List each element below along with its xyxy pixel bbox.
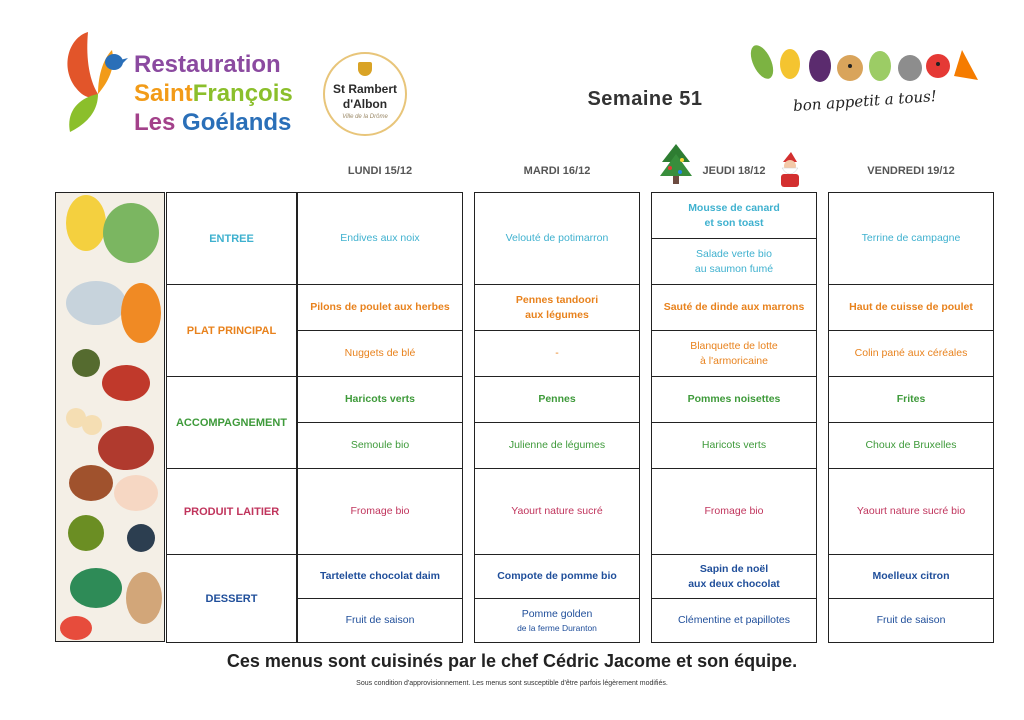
column-header-lundi: LUNDI 15/12 <box>347 165 413 177</box>
week-title: Semaine 51 <box>587 88 703 110</box>
seal-line1: St Rambert <box>332 82 397 96</box>
logo-line-restauration: Restauration <box>134 51 281 78</box>
category-entree: ENTREE <box>166 192 297 285</box>
menu-cell: Haricots verts <box>297 376 463 423</box>
menu-cell: Pilons de poulet aux herbes <box>297 284 463 331</box>
menu-cell: Blanquette de lotte à l'armoricaine <box>651 330 817 377</box>
category-accompagnement: ACCOMPAGNEMENT <box>166 376 297 469</box>
menu-cell: Semoule bio <box>297 422 463 469</box>
disclaimer-note: Sous condition d'approvisionnement. Les menus sont susceptible d'être parfois légèrement modifiés. <box>356 680 668 687</box>
logo-line-goelands: Les Goélands <box>134 109 292 136</box>
menu-cell: Sapin de noël aux deux chocolat <box>651 554 817 599</box>
food-illustration <box>56 193 165 642</box>
menu-cell: Fruit de saison <box>297 598 463 643</box>
restaurant-logo <box>58 28 298 138</box>
column-header-mardi: MARDI 16/12 <box>523 165 591 177</box>
menu-cell: Pennes <box>474 376 640 423</box>
chef-footer: Ces menus sont cuisinés par le chef Cédric Jacome et son équipe. <box>226 651 798 671</box>
st-rambert-seal <box>323 52 407 136</box>
category-plat-principal: PLAT PRINCIPAL <box>166 284 297 377</box>
category-produit-laitier: PRODUIT LAITIER <box>166 468 297 555</box>
menu-cell: Pennes tandoori aux légumes <box>474 284 640 331</box>
menu-cell: Velouté de potimarron <box>474 192 640 285</box>
menu-cell: Compote de pomme bio <box>474 554 640 599</box>
menu-cell: Tartelette chocolat daim <box>297 554 463 599</box>
bon-appetit-slogan: bon appetit a tous! <box>792 87 938 115</box>
hummingbird-logo-icon <box>58 28 128 134</box>
menu-cell: Sauté de dinde aux marrons <box>651 284 817 331</box>
santa-icon <box>777 150 803 188</box>
menu-cell: Colin pané aux céréales <box>828 330 994 377</box>
menu-cell: Yaourt nature sucré bio <box>828 468 994 555</box>
food-photo <box>55 192 165 642</box>
christmas-tree-icon <box>658 142 694 188</box>
menu-item-origin: de la ferme Duranton <box>517 623 597 633</box>
menu-cell <box>474 598 640 643</box>
menu-cell: Terrine de campagne <box>828 192 994 285</box>
seal-line2: d'Albon <box>342 97 388 111</box>
menu-cell: Fromage bio <box>651 468 817 555</box>
menu-cell: Fruit de saison <box>828 598 994 643</box>
menu-cell: Fromage bio <box>297 468 463 555</box>
menu-cell: Mousse de canard et son toast <box>651 192 817 239</box>
menu-cell: Haricots verts <box>651 422 817 469</box>
menu-cell: Clémentine et papillotes <box>651 598 817 643</box>
vegetable-characters-icon <box>748 36 984 88</box>
menu-cell: Nuggets de blé <box>297 330 463 377</box>
menu-cell: Yaourt nature sucré <box>474 468 640 555</box>
crest-icon <box>358 62 372 76</box>
menu-cell: Frites <box>828 376 994 423</box>
menu-cell: Haut de cuisse de poulet <box>828 284 994 331</box>
menu-cell: Endives aux noix <box>297 192 463 285</box>
category-dessert: DESSERT <box>166 554 297 643</box>
menu-cell: Pommes noisettes <box>651 376 817 423</box>
menu-item: Pomme golden <box>521 608 593 620</box>
column-header-vendredi: VENDREDI 19/12 <box>867 165 955 177</box>
menu-cell: Salade verte bio au saumon fumé <box>651 238 817 285</box>
logo-text <box>134 50 293 137</box>
menu-cell: Julienne de légumes <box>474 422 640 469</box>
menu-cell: Choux de Bruxelles <box>828 422 994 469</box>
menu-cell: - <box>474 330 640 377</box>
menu-cell: Moelleux citron <box>828 554 994 599</box>
column-header-jeudi: JEUDI 18/12 <box>702 165 766 177</box>
seal-line3: Ville de la Drôme <box>342 114 388 120</box>
logo-line-saint-francois: SaintFrançois <box>134 80 293 107</box>
